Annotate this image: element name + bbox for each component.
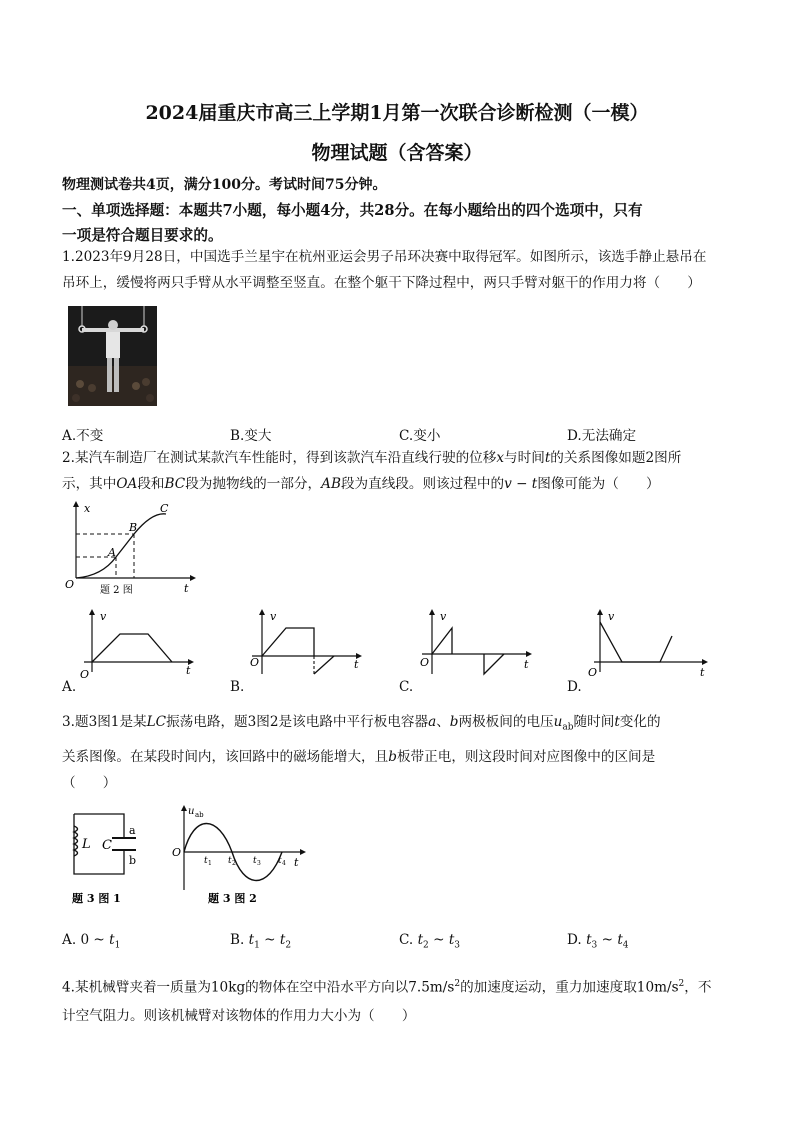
svg-text:v: v [100,610,107,623]
q1-stem-cont: 吊环上，缓慢将两只手臂从水平调整至竖直。在整个躯干下降过程中，两只手臂对躯干的作用力将（ ） [62,275,701,291]
svg-text:3: 3 [257,860,261,867]
svg-text:t: t [204,856,208,866]
svg-text:O: O [80,668,90,680]
q2-option-b[interactable]: B. [230,679,245,695]
svg-text:b: b [129,854,137,867]
svg-text:t: t [228,856,232,866]
q3-circuit-caption: 题 3 图 1 [72,892,121,905]
q2-graph-point-b: B [129,521,138,534]
svg-text:t: t [354,658,359,671]
q2-graph-point-a: A [108,546,116,559]
q2-option-b-graph [240,608,380,680]
q2-graph-origin: O [65,578,75,591]
q4-stem: 4.某机械臂夹着一质量为10kg的物体在空中沿水平方向以$7.5m/s^2$的加速度运动，重力加速度取$10m/s^2$，不 [62,979,712,996]
section1-heading-cont: 一项是符合题目要求的。 [62,227,223,244]
svg-text:O: O [420,656,430,669]
svg-text:O: O [588,666,598,679]
q1-option-b[interactable]: B.变大 [230,428,272,444]
q3-stem-cont: 关系图像。在某段时间内，该回路中的磁场能增大，且b板带正电，则这段时间对应图像中的区间是 [62,749,656,765]
q2-option-d[interactable]: D. [567,679,582,695]
svg-text:t: t [294,856,299,869]
page-subtitle: 物理试题（含答案） [311,142,483,164]
section1-heading: 一、单项选择题：本题共7小题，每小题4分，共28分。在每小题给出的四个选项中，只有 [62,202,643,219]
q1-option-a[interactable]: A.不变 [62,428,104,444]
q2-graph-caption: 题 2 图 [100,585,133,595]
svg-text:a: a [129,824,136,837]
q2-option-c-graph [410,608,550,680]
q3-voltage-graph [170,804,310,906]
q3-graph-caption: 题 3 图 2 [208,892,257,905]
q1-option-d[interactable]: D.无法确定 [567,428,637,444]
q2-graph-xlabel: x [84,502,91,515]
q1-option-c[interactable]: C.变小 [399,428,441,444]
q3-lc-circuit [62,804,152,906]
q2-stem: 2.某汽车制造厂在测试某款汽车性能时，得到该款汽车沿直线行驶的位移x与时间t的关系图像如题2图所 [62,450,682,466]
svg-text:v: v [270,610,277,623]
svg-text:ab: ab [195,811,204,819]
svg-text:t: t [700,666,705,679]
svg-text:v: v [440,610,447,623]
q2-option-a[interactable]: A. [62,679,77,695]
svg-text:1: 1 [208,860,212,867]
q2-graph-point-c: C [160,502,169,515]
q2-xt-graph [62,500,197,595]
svg-text:t: t [278,856,282,866]
q2-graph-tlabel: t [184,582,189,595]
q2-option-a-graph [62,608,202,680]
q3-option-a[interactable]: A. 0 ~ $t_1$ [62,932,121,951]
svg-text:L: L [82,837,91,852]
q3-stem-paren: （ ） [62,775,117,791]
gymnast-photo [68,306,157,406]
page-title: 2024届重庆市高三上学期1月第一次联合诊断检测（一模） [145,102,649,124]
q4-stem-cont: 计空气阻力。则该机械臂对该物体的作用力大小为（ ） [62,1008,416,1024]
svg-text:O: O [172,846,182,859]
svg-text:t: t [253,856,257,866]
q3-stem: 3.题3图1是某LC振荡电路，题3图2是该电路中平行板电容器a、b两极板间的电压$u_{ab}$随时间t变化的 [62,714,661,733]
svg-text:O: O [250,656,260,669]
svg-text:2: 2 [232,860,236,867]
exam-info: 物理测试卷共4页，满分100分。考试时间75分钟。 [62,177,387,193]
q2-stem-cont: 示，其中OA段和BC段为抛物线的一部分，AB段为直线段。则该过程中的v − t图像可能为（ ） [62,476,660,492]
svg-text:v: v [608,610,615,623]
svg-text:t: t [186,664,191,677]
svg-text:4: 4 [282,860,286,867]
q2-option-d-graph [586,608,716,680]
svg-text:C: C [102,838,112,853]
q1-stem: 1.2023年9月28日，中国选手兰星宇在杭州亚运会男子吊环决赛中取得冠军。如图所示，该选手静止悬吊在 [62,249,707,265]
q2-option-c[interactable]: C. [399,679,414,695]
svg-text:u: u [188,806,195,817]
q3-option-d[interactable]: D. $t_3$ ~ $t_4$ [567,932,629,951]
q3-option-c[interactable]: C. $t_2$ ~ $t_3$ [399,932,461,951]
svg-text:t: t [524,658,529,671]
q3-option-b[interactable]: B. $t_1$ ~ $t_2$ [230,932,292,951]
